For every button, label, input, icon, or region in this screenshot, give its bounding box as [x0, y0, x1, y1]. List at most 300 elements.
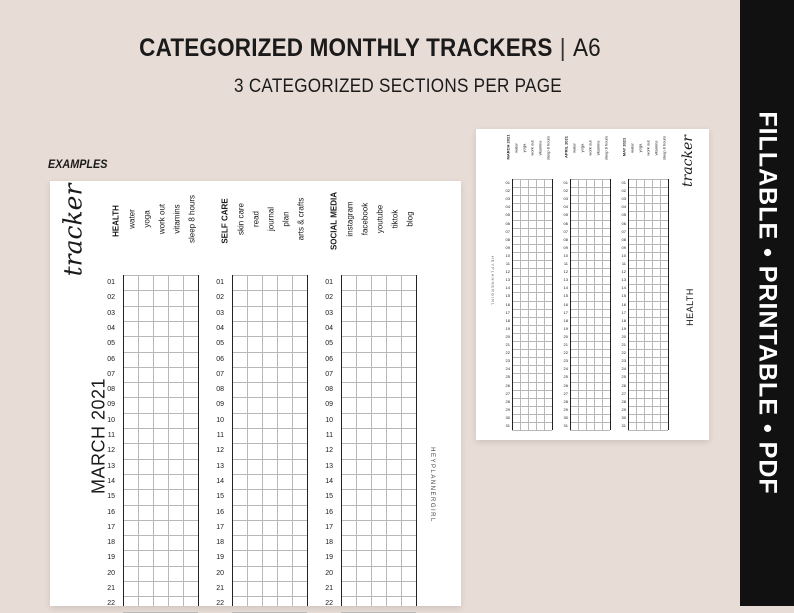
- tracker-grid: [232, 275, 307, 606]
- row-number-small: 25: [505, 374, 510, 380]
- column-header: youtube: [375, 204, 385, 234]
- row-number: 12: [107, 447, 115, 455]
- row-number-small: 22: [621, 350, 626, 356]
- examples-label: EXAMPLES: [48, 157, 108, 171]
- row-number: 11: [216, 432, 224, 439]
- row-number-small: 02: [621, 188, 626, 194]
- column-header: blog: [405, 211, 415, 227]
- row-number: 12: [216, 447, 224, 455]
- grid-row-line: [570, 252, 610, 253]
- grid-row-line: [628, 398, 668, 399]
- grid-column-line: [570, 179, 571, 430]
- section-title: HEALTH: [111, 205, 121, 237]
- row-number-small: 10: [621, 252, 626, 258]
- month-title-small: MARCH 2021: [505, 134, 511, 160]
- grid-row-line: [341, 550, 416, 551]
- grid-row-line: [232, 520, 307, 521]
- grid-column-line: [578, 179, 579, 430]
- main-title: [37, 34, 703, 63]
- grid-row-line: [232, 596, 307, 597]
- column-header-small: sleep 8 hours: [603, 135, 609, 161]
- row-number-small: 20: [621, 333, 626, 339]
- grid-row-line: [628, 284, 668, 285]
- row-number-small: 29: [621, 406, 626, 412]
- grid-row-line: [628, 203, 668, 204]
- column-header-small: work out: [529, 140, 535, 156]
- row-number-small: 25: [563, 374, 568, 380]
- row-number-small: 28: [563, 398, 568, 404]
- grid-row-line: [628, 341, 668, 342]
- row-number-small: 26: [505, 382, 510, 388]
- grid-row-line: [512, 203, 552, 204]
- grid-row-line: [512, 430, 552, 431]
- row-number: 21: [325, 585, 333, 592]
- grid-column-line: [512, 179, 513, 430]
- row-number-small: 31: [505, 423, 510, 428]
- grid-row-line: [570, 236, 610, 237]
- row-number: 18: [107, 539, 115, 547]
- grid-row-line: [628, 382, 668, 383]
- row-number-small: 03: [563, 196, 568, 202]
- row-number-small: 27: [563, 390, 568, 396]
- grid-column-line: [277, 275, 278, 606]
- grid-row-line: [232, 566, 307, 567]
- grid-row-line: [341, 382, 416, 383]
- grid-row-line: [341, 397, 416, 398]
- grid-row-line: [232, 550, 307, 551]
- column-header: journal: [266, 206, 276, 232]
- tracker-grid: [123, 275, 198, 606]
- row-number: 21: [107, 585, 115, 592]
- grid-row-line: [570, 349, 610, 350]
- subtitle: 3 CATEGORIZED SECTIONS PER PAGE: [234, 76, 562, 97]
- grid-row-line: [123, 290, 198, 291]
- grid-row-line: [232, 306, 307, 307]
- tracker-grid-small: [570, 179, 610, 430]
- title-size: A6: [572, 34, 601, 62]
- grid-row-line: [570, 414, 610, 415]
- grid-row-line: [341, 520, 416, 521]
- grid-column-line: [594, 179, 595, 430]
- grid-row-line: [341, 489, 416, 490]
- row-number: 15: [107, 493, 115, 501]
- row-number-small: 19: [505, 325, 510, 331]
- column-header: skin care: [236, 202, 246, 236]
- row-number-small: 11: [505, 261, 510, 266]
- grid-row-line: [123, 550, 198, 551]
- grid-row-line: [341, 336, 416, 337]
- row-number: 07: [107, 370, 115, 378]
- grid-row-line: [341, 321, 416, 322]
- row-number-small: 01: [563, 180, 568, 185]
- grid-row-line: [570, 365, 610, 366]
- row-number-small: 06: [563, 220, 568, 226]
- row-number: 21: [216, 585, 224, 592]
- row-number-small: 18: [505, 317, 510, 323]
- grid-row-line: [628, 195, 668, 196]
- grid-column-line: [138, 275, 139, 606]
- row-number-small: 18: [563, 317, 568, 323]
- row-number: 05: [107, 340, 115, 348]
- month-label: MARCH 2021: [88, 377, 109, 495]
- grid-row-line: [123, 443, 198, 444]
- grid-row-line: [570, 228, 610, 229]
- row-number: 17: [325, 523, 333, 531]
- column-header-small: yoga: [579, 143, 585, 153]
- tracker-sheet-small: [476, 129, 709, 440]
- row-number: 15: [325, 493, 333, 501]
- grid-row-line: [628, 211, 668, 212]
- row-number-small: 20: [505, 333, 510, 339]
- row-number: 13: [325, 462, 333, 470]
- row-number-small: 27: [505, 390, 510, 396]
- row-number-small: 22: [563, 350, 568, 356]
- row-number-small: 26: [563, 382, 568, 388]
- row-number: 03: [325, 309, 333, 317]
- grid-row-line: [570, 301, 610, 302]
- grid-column-line: [371, 275, 372, 606]
- row-number: 04: [216, 324, 224, 332]
- row-number-small: 17: [563, 309, 568, 315]
- column-header: tiktok: [390, 209, 400, 229]
- row-number: 20: [325, 569, 333, 577]
- grid-column-line: [636, 179, 637, 430]
- grid-row-line: [512, 422, 552, 423]
- grid-row-line: [232, 367, 307, 368]
- grid-row-line: [512, 211, 552, 212]
- row-number: 04: [107, 324, 115, 332]
- grid-row-line: [570, 179, 610, 180]
- row-number-small: 25: [621, 374, 626, 380]
- tracker-grid: [341, 275, 416, 606]
- grid-row-line: [512, 382, 552, 383]
- grid-column-line: [292, 275, 293, 606]
- row-number-small: 13: [505, 277, 510, 283]
- grid-row-line: [570, 333, 610, 334]
- grid-row-line: [123, 535, 198, 536]
- category-label-small: HEALTH: [685, 288, 695, 326]
- row-number-small: 03: [505, 196, 510, 202]
- grid-row-line: [341, 275, 416, 276]
- grid-row-line: [512, 276, 552, 277]
- row-number: 18: [216, 539, 224, 547]
- row-number: 14: [107, 477, 115, 485]
- grid-row-line: [628, 430, 668, 431]
- grid-row-line: [232, 489, 307, 490]
- column-header-small: work out: [587, 140, 593, 156]
- row-number-small: 12: [505, 269, 510, 275]
- row-number-small: 27: [621, 390, 626, 396]
- row-number-small: 31: [563, 423, 568, 428]
- row-number-small: 10: [505, 252, 510, 258]
- grid-row-line: [512, 236, 552, 237]
- grid-column-line: [401, 275, 402, 606]
- grid-row-line: [341, 306, 416, 307]
- grid-row-line: [512, 252, 552, 253]
- grid-row-line: [628, 244, 668, 245]
- grid-row-line: [570, 325, 610, 326]
- row-number: 01: [107, 279, 115, 286]
- row-number: 17: [216, 523, 224, 531]
- row-number-small: 11: [563, 261, 568, 266]
- grid-row-line: [123, 489, 198, 490]
- row-number: 11: [107, 432, 115, 439]
- row-number-small: 09: [621, 244, 626, 250]
- grid-row-line: [232, 382, 307, 383]
- grid-row-line: [232, 459, 307, 460]
- row-number-small: 28: [505, 398, 510, 404]
- row-number: 20: [216, 569, 224, 577]
- grid-row-line: [570, 220, 610, 221]
- row-number-small: 14: [505, 285, 510, 291]
- row-number-small: 12: [563, 269, 568, 275]
- row-number-small: 02: [505, 188, 510, 194]
- row-number-small: 31: [621, 423, 626, 428]
- row-number: 03: [107, 309, 115, 317]
- column-header-small: sleep 8 hours: [545, 135, 551, 161]
- grid-row-line: [570, 317, 610, 318]
- row-number: 02: [325, 294, 333, 302]
- row-number: 03: [216, 309, 224, 317]
- column-header-small: yoga: [637, 143, 643, 153]
- grid-row-line: [570, 373, 610, 374]
- grid-column-line: [660, 179, 661, 430]
- grid-row-line: [341, 443, 416, 444]
- grid-row-line: [123, 397, 198, 398]
- grid-row-line: [512, 220, 552, 221]
- month-title-small: APRIL 2021: [563, 136, 569, 158]
- grid-row-line: [570, 268, 610, 269]
- grid-row-line: [123, 612, 198, 613]
- grid-row-line: [512, 228, 552, 229]
- grid-column-line: [247, 275, 248, 606]
- grid-row-line: [570, 244, 610, 245]
- row-number: 14: [216, 477, 224, 485]
- row-number-small: 04: [505, 204, 510, 210]
- grid-row-line: [570, 284, 610, 285]
- column-header-small: sleep 8 hours: [661, 135, 667, 161]
- grid-row-line: [341, 413, 416, 414]
- grid-row-line: [123, 367, 198, 368]
- grid-row-line: [628, 292, 668, 293]
- row-number: 22: [107, 600, 115, 608]
- row-number: 13: [107, 462, 115, 470]
- grid-row-line: [628, 309, 668, 310]
- grid-row-line: [341, 428, 416, 429]
- grid-row-line: [123, 306, 198, 307]
- row-number: 09: [107, 401, 115, 409]
- tracker-grid-small: [628, 179, 668, 430]
- grid-row-line: [628, 422, 668, 423]
- row-number: 14: [325, 477, 333, 485]
- grid-row-line: [232, 428, 307, 429]
- grid-row-line: [570, 211, 610, 212]
- grid-row-line: [628, 228, 668, 229]
- row-number-small: 20: [563, 333, 568, 339]
- grid-row-line: [341, 596, 416, 597]
- grid-row-line: [232, 581, 307, 582]
- grid-row-line: [628, 220, 668, 221]
- grid-row-line: [628, 325, 668, 326]
- column-header-small: vitamins: [595, 140, 601, 156]
- row-number-small: 19: [621, 325, 626, 331]
- grid-row-line: [123, 321, 198, 322]
- row-number-small: 13: [563, 277, 568, 283]
- row-number-small: 07: [563, 228, 568, 234]
- grid-row-line: [512, 195, 552, 196]
- row-number: 09: [325, 401, 333, 409]
- grid-row-line: [512, 284, 552, 285]
- grid-row-line: [232, 612, 307, 613]
- row-number-small: 19: [563, 325, 568, 331]
- row-number: 12: [325, 447, 333, 455]
- row-number-small: 09: [563, 244, 568, 250]
- grid-row-line: [512, 414, 552, 415]
- grid-row-line: [123, 336, 198, 337]
- row-number: 06: [107, 355, 115, 363]
- grid-column-line: [307, 275, 308, 606]
- row-number-small: 05: [621, 212, 626, 218]
- column-header: plan: [281, 211, 291, 227]
- grid-row-line: [570, 341, 610, 342]
- row-number-small: 15: [505, 293, 510, 299]
- grid-column-line: [153, 275, 154, 606]
- grid-row-line: [341, 459, 416, 460]
- grid-row-line: [232, 352, 307, 353]
- row-number-small: 11: [621, 261, 626, 266]
- column-header: read: [251, 210, 261, 228]
- row-number: 02: [216, 294, 224, 302]
- row-number-small: 24: [563, 366, 568, 372]
- grid-row-line: [570, 357, 610, 358]
- grid-row-line: [512, 325, 552, 326]
- row-number-small: 13: [621, 277, 626, 283]
- column-header: work out: [157, 203, 167, 235]
- grid-row-line: [628, 179, 668, 180]
- tracker-script-title-small: tracker: [680, 135, 696, 187]
- grid-row-line: [341, 535, 416, 536]
- grid-row-line: [628, 357, 668, 358]
- grid-row-line: [512, 341, 552, 342]
- row-number-small: 15: [563, 293, 568, 299]
- row-number-small: 29: [563, 406, 568, 412]
- row-number-small: 21: [563, 342, 568, 347]
- grid-column-line: [628, 179, 629, 430]
- row-number: 16: [325, 508, 333, 516]
- row-number-small: 01: [621, 180, 626, 185]
- grid-row-line: [570, 203, 610, 204]
- grid-row-line: [570, 195, 610, 196]
- column-header: vitamins: [172, 204, 182, 234]
- grid-row-line: [512, 317, 552, 318]
- row-number-small: 03: [621, 196, 626, 202]
- row-number: 18: [325, 539, 333, 547]
- row-number-small: 09: [505, 244, 510, 250]
- grid-row-line: [628, 414, 668, 415]
- column-header-small: water: [571, 143, 577, 153]
- row-number-small: 05: [563, 212, 568, 218]
- grid-row-line: [123, 566, 198, 567]
- column-header: arts & crafts: [296, 197, 306, 241]
- grid-row-line: [123, 596, 198, 597]
- column-header: sleep 8 hours: [187, 194, 197, 244]
- grid-row-line: [123, 413, 198, 414]
- grid-column-line: [668, 179, 669, 430]
- row-number-small: 07: [505, 228, 510, 234]
- row-number: 22: [216, 600, 224, 608]
- row-number-small: 06: [621, 220, 626, 226]
- grid-row-line: [232, 413, 307, 414]
- grid-row-line: [512, 301, 552, 302]
- section-title: SOCIAL MEDIA: [329, 191, 339, 251]
- column-header-small: vitamins: [653, 140, 659, 156]
- grid-row-line: [570, 422, 610, 423]
- grid-row-line: [628, 406, 668, 407]
- grid-row-line: [512, 406, 552, 407]
- row-number-small: 12: [621, 269, 626, 275]
- row-number: 22: [325, 600, 333, 608]
- grid-row-line: [341, 566, 416, 567]
- grid-row-line: [123, 474, 198, 475]
- row-number-small: 17: [505, 309, 510, 315]
- grid-column-line: [183, 275, 184, 606]
- row-number: 01: [325, 279, 333, 286]
- column-header: yoga: [142, 210, 152, 228]
- row-number-small: 08: [621, 236, 626, 242]
- grid-row-line: [512, 309, 552, 310]
- row-number: 09: [216, 401, 224, 409]
- grid-column-line: [544, 179, 545, 430]
- row-number-small: 18: [621, 317, 626, 323]
- row-number: 16: [107, 508, 115, 516]
- grid-row-line: [512, 357, 552, 358]
- grid-row-line: [512, 365, 552, 366]
- grid-row-line: [232, 321, 307, 322]
- row-number-small: 21: [621, 342, 626, 347]
- row-number-small: 07: [621, 228, 626, 234]
- grid-row-line: [341, 367, 416, 368]
- grid-row-line: [628, 373, 668, 374]
- row-number: 15: [216, 493, 224, 501]
- grid-column-line: [198, 275, 199, 606]
- grid-row-line: [232, 535, 307, 536]
- grid-column-line: [536, 179, 537, 430]
- row-number-small: 08: [505, 236, 510, 242]
- row-number-small: 24: [621, 366, 626, 372]
- tracker-script-title: tracker: [58, 183, 88, 277]
- row-number-small: 23: [505, 358, 510, 364]
- row-number: 05: [325, 340, 333, 348]
- row-number-small: 15: [621, 293, 626, 299]
- grid-row-line: [628, 260, 668, 261]
- row-number: 10: [107, 416, 115, 424]
- grid-column-line: [552, 179, 553, 430]
- grid-row-line: [570, 390, 610, 391]
- grid-row-line: [232, 275, 307, 276]
- brand-label-small: HEYPLANNERGIRL: [490, 255, 496, 307]
- row-number-small: 04: [621, 204, 626, 210]
- grid-row-line: [512, 187, 552, 188]
- grid-row-line: [628, 390, 668, 391]
- grid-row-line: [341, 290, 416, 291]
- row-number-small: 22: [505, 350, 510, 356]
- grid-row-line: [570, 309, 610, 310]
- column-header: instagram: [345, 201, 355, 237]
- grid-row-line: [628, 268, 668, 269]
- grid-column-line: [123, 275, 124, 606]
- grid-column-line: [520, 179, 521, 430]
- grid-row-line: [512, 244, 552, 245]
